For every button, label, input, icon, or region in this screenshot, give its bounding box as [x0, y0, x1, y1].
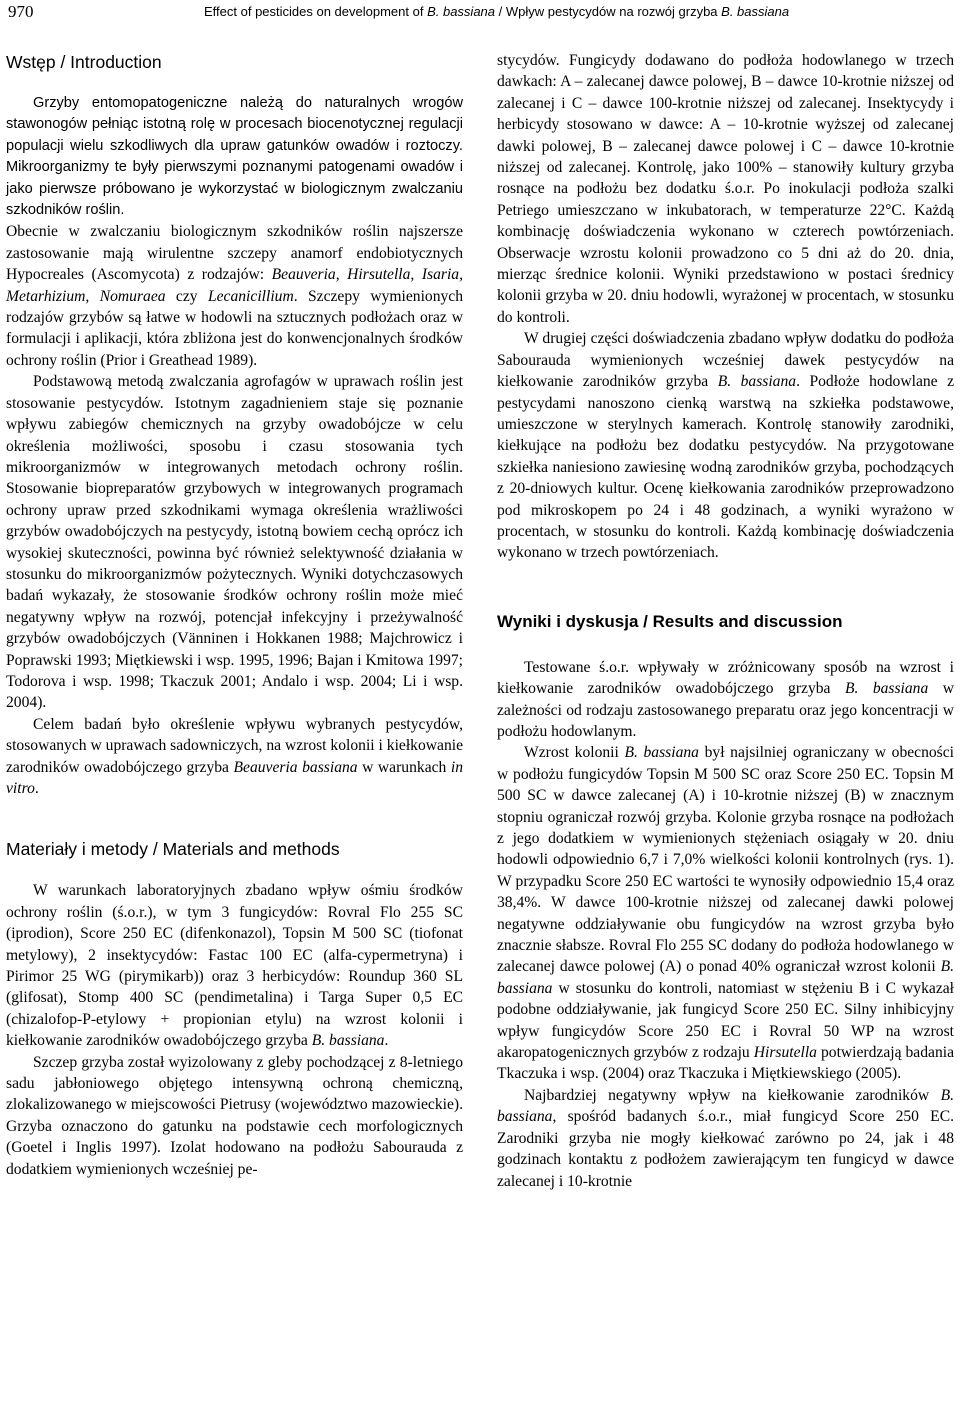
latin-term: in vitro [6, 758, 464, 797]
text-run: Wzrost kolonii [524, 744, 625, 762]
genus-name: Lecanicillium [207, 287, 294, 305]
methods-paragraph-1 [6, 880, 463, 1051]
text-run: był najsilniej ograniczany w obecności w podłożu fungicydów Topsin M 500 SC oraz Score 250 EC. Topsin M 500 SC w dawce zalecanej (A) i 10-krotnie niższej (B) w znacznym stopniu ograniczał rozwój grzyba. Kolonie grzyba rosnące na podłożach z jego dodatkiem w wymienionych stężeniach osiągały w 20. dniu hodowli odpowiednio 6,7 i 7,0% wielkości kolonii kontrolnych (rys. 1). W przypadku Score 250 EC wartości te wynosiły odpowiednio 15,4 oraz 38,4%. W dawce 100-krotnie niższej od zalecanej dawki polowej negatywne oddziaływanie obu fungicydów na wzrost grzyba było znacznie słabsze. Rovral Flo 255 SC dodany do podłoża hodowlanego w zalecanej dawce polowej (A) o ponad 40% ograniczał wzrost kolonii [497, 744, 955, 976]
genus-name: Hirsutella [753, 1044, 817, 1062]
page-header [8, 2, 952, 32]
text-run: Grzyby entomopatogeniczne należą do naturalnych wrogów stawonogów pełniąc istotną rolę w procesach biocenotycznej regulacji populacji wielu szkodliwych dla upraw gatunków owadów i roztoczy. Mikroorganizmy te były pierwszymi poznanymi patogenami owadów i jako pierwsze próbowano je wykorzystać w biologicznym zwalczaniu szkodników roślin. [6, 95, 463, 219]
species-name: B. bassiana [844, 680, 929, 698]
methods-paragraph-2: Szczep grzyba został wyizolowany z gleby pochodzącej z 8-letniego sadu jabłoniowego objętego intensywną ochroną chemiczną, zlokalizowanego w miejscowości Pietrusy (województwo mazowieckie). Grzyba oznaczono do gatunku na podstawie cech morfologicznych (Goetel i Inglis 1997). Izolat hodowano na podłożu Sabourauda z dodatkiem wymienionych wcześniej pe- [6, 1053, 463, 1178]
running-title-species: B. bassiana [721, 4, 790, 19]
species-name: B. bassiana [311, 1032, 385, 1050]
text-run: czy [165, 287, 208, 305]
results-paragraph-2 [497, 742, 954, 1085]
text-run: . Szczepy wymienionych rodzajów grzybów są łatwe w hodowli na sztucznych podłożach oraz w formulacji i aplikacji, która zbliżona jest do konwencjonalnych środków ochrony roślin (Prior i Greathead 1989). [6, 287, 464, 369]
intro-heading: Wstęp / Introduction [6, 52, 162, 72]
species-name: B. bassiana [497, 1086, 954, 1126]
running-title-part: / Wpływ pestycydów na rozwój grzyba [495, 4, 722, 19]
text-run: , spośród badanych ś.o.r., miał fungicyd Score 250 EC. Zarodniki grzyba nie mogły kiełkować zarówno po 24, jak i 48 godzinach kontaktu z podłożem zawierającym ten fungicyd w dawce zalecanej i 10-krotnie [497, 1108, 954, 1190]
left-column [6, 44, 463, 1180]
results-paragraph-1 [497, 657, 954, 743]
results-heading: Wyniki i dyskusja / Results and discussion [497, 611, 843, 631]
running-title-part: Effect of pesticides on development of [204, 4, 428, 19]
text-run: w stosunku do kontroli, natomiast w stężeniu B i C wykazał podobne oddziaływanie, jak fungicyd Score 250 EC. Silny inhibicyjny wpływ fungicydów Score 250 EC i Rovral 50 WP na wzrost akaropatogenicznych grzybów z rodzaju [497, 979, 954, 1062]
methods-paragraph-4 [497, 328, 954, 563]
text-run: . [34, 780, 39, 797]
intro-paragraph-1 [6, 93, 463, 221]
species-name: B. bassiana [497, 958, 954, 997]
right-column [497, 50, 954, 1192]
text-run: Obecnie w zwalczaniu biologicznym szkodników roślin najszersze zastosowanie mają wirulentne szczepy anamorf endobiotycznych Hypocreales (Ascomycota) z rodzajów: [6, 223, 463, 284]
methods-paragraph-3: stycydów. Fungicydy dodawano do podłoża hodowlanego w trzech dawkach: A – zalecanej dawce polowej, B – dawce 10-krotnie niższej od zalecanej i C – dawce 100-krotnie niższej od zalecanej. Insektycydy i herbicydy stosowano w dawce: A – 10-krotnie wyższej od zalecanej dawki polowej, B – zalecanej dawce polowej i C – dawce 10-krotnie niższej od zalecanej. Kontrolę, jako 100% – stanowiły kultury grzyba rosnące na podłożu bez dodatku ś.o.r. Po inokulacji podłoża szalki Petriego umieszczano w inkubatorach, w temperaturze 22°C. Każdą kombinację doświadczenia wykonano w czterech powtórzeniach. Obserwacje wzrostu kolonii prowadzono co 5 dni aż do 20. dnia, mierząc średnice kolonii. Wyniki przedstawiono w postaci średnicy kolonii grzyba w 20. dniu hodowli, wyrażonej w procentach, w stosunku do kontroli. [497, 52, 954, 326]
text-run: . Podłoże hodowlane z pestycydami nanoszono cienką warstwą na szkiełka podstawowe, umieszczone w sterylnych kamerach. Kontrolę stanowiły zarodniki, kiełkujące na podłożu bez dodatku pestycydów. Na przygotowane szkiełka naniesiono zawiesinę wodną zarodników grzyba, pochodzących z 20-dniowych kultur. Ocenę kiełkowania zarodników przeprowadzono pod mikroskopem po 24 i 48 godzinach, a wyniki wyrażono w procentach, w stosunku do kontroli. Każdą kombinację doświadczenia wykonano w trzech powtórzeniach. [497, 373, 954, 562]
results-paragraph-3 [497, 1085, 954, 1192]
species-name: B. bassiana [717, 373, 797, 391]
text-run: Celem badań było określenie wpływu wybranych pestycydów, stosowanych w uprawach sadowniczych, na wzrost kolonii i kiełkowanie zarodników owadobójczego grzyba [6, 715, 463, 776]
text-run: W drugiej części doświadczenia zbadano wpływ dodatku do podłoża Sabourauda wymienionych wcześniej dawek pestycydów na kiełkowanie zarodników grzyba [497, 330, 954, 391]
text-run: w zależności od rodzaju zastosowanego preparatu oraz jego koncentracji w podłożu hodowlanym. [497, 680, 954, 740]
text-run: potwierdzają badania Tkaczuka i wsp. (2004) oraz Tkaczuka i Miętkiewskiego (2005). [497, 1044, 954, 1083]
running-title-species: B. bassiana [427, 4, 496, 19]
intro-paragraph-1b [6, 221, 463, 371]
genera-list: Beauveria, Hirsutella, Isaria, Metarhizium, Nomuraea [6, 266, 463, 305]
text-run: Najbardziej negatywny wpływ na kiełkowanie zarodników [524, 1086, 941, 1104]
running-title [204, 4, 789, 19]
text-run: Testowane ś.o.r. wpływały w zróżnicowany sposób na wzrost i kiełkowanie zarodników owadobójczego grzyba [497, 658, 954, 698]
page-number: 970 [8, 2, 34, 21]
intro-paragraph-3 [6, 714, 463, 800]
text-run: w warunkach [357, 758, 451, 776]
text-run: W warunkach laboratoryjnych zbadano wpływ ośmiu środków ochrony roślin (ś.o.r.), w tym 3 fungicydów: Rovral Flo 255 SC (iprodion), Score 250 EC (difenkonazol), Topsin M 500 SC (tiofonat metylowy), 2 insektycydów: Fastac 100 EC (alfa-cypermetryna) i Pirimor 25 WG (pirymikarb)) oraz 3 herbicydów: Roundup 360 SL (glifosat), Stomp 400 SC (pendimetalina) i Targa Super 0,5 EC (chizalofop-P-etylowy + propionian etylu) na wzrost kolonii i kiełkowanie zarodników owadobójczego grzyba [6, 882, 463, 1050]
methods-heading: Materiały i metody / Materials and methods [6, 839, 340, 860]
intro-paragraph-2: Podstawową metodą zwalczania agrofagów w uprawach roślin jest stosowanie pestycydów. Istotnym zagadnieniem staje się poznanie wpływu zabiegów chemicznych na grzyby owadobójcze w celu określenia możliwości, sposobu i czasu stosowania tych mikroorganizmów w integrowanych metodach ochrony roślin. Stosowanie biopreparatów grzybowych w integrowanych programach ochrony upraw przed szkodnikami wymaga określenia wrażliwości grzybów owadobójczych na pestycydy, istotną bowiem cechą oprócz ich wysokiej skuteczności, powinna być również selektywność działania w stosunku do mikroorganizmów pożytecznych. Wyniki dotychczasowych badań wykazały, że stosowanie środków ochrony roślin może mieć negatywny wpływ na rozwój, potencjał infekcyjny i przeżywalność grzybów owadobójczych (Vänninen i Hokkanen 1988; Majchrowicz i Poprawski 1993; Miętkiewski i wsp. 1995, 1996; Bajan i Kmitowa 1997; Todorova i wsp. 1998; Tkaczuk 2001; Andalo i wsp. 2004; Li i wsp. 2004). [6, 373, 463, 712]
species-name: B. bassiana [624, 744, 699, 762]
species-name: Beauveria bassiana [233, 758, 358, 776]
text-run: . [384, 1032, 389, 1050]
